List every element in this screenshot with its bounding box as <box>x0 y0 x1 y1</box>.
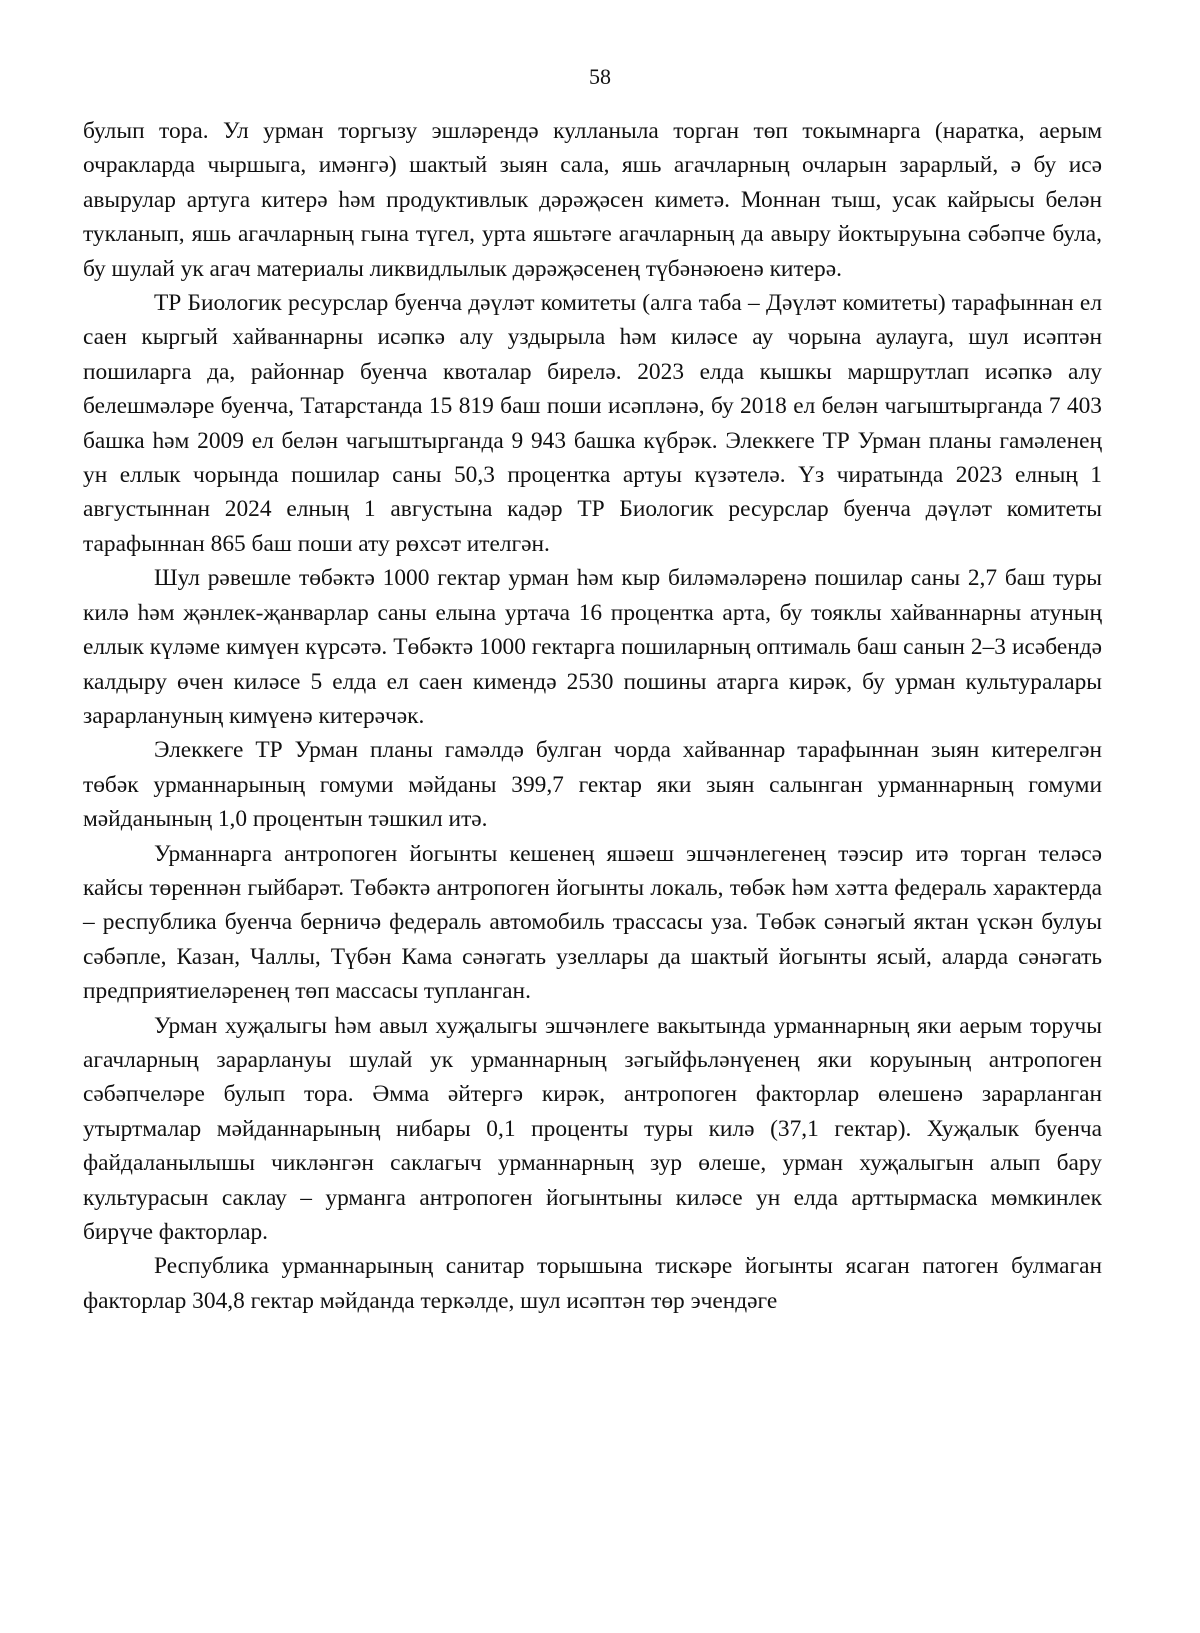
paragraph-forestry-activity: Урман хуҗалыгы һәм авыл хуҗалыгы эшчәнлеге вакытында урманнарның яки аерым торучы агачларның зарарлануы шулай ук урманнарның зәгыйфьләнүенең яки коруының антропоген сәбәпчеләре булып тора. Әмма әйтергә кирәк, антропоген факторлар өлешенә зарарланган утыртмалар мәйданнарының нибары 0,1 проценты туры килә (37,1 гектар). Хуҗалык буенча файдаланылышы чикләнгән саклагыч урманнарның зур өлеше, урман хуҗалыгын алып бару культурасын саклау – урманга антропоген йогынтыны киләсе ун елда арттырмаска мөмкинлек бирүче факторлар. <box>83 1012 1102 1245</box>
paragraph-continuation: булып тора. Ул урман торгызу эшләрендә кулланыла торган төп токымнарга (наратка, аерым очракларда чыршыга, имәнгә) шактый зыян сала, яшь агачларның очларын зарарлый, ә бу исә авырулар артуга китерә һәм продуктивлык дәрәҗәсен киметә. Моннан тыш, усак кайрысы белән тукланып, яшь агачларның гына түгел, урта яшьтәге агачларның да авыру йоктыруына сәбәпче була, бу шулай ук агач материалы ликвидлылык дәрәҗәсенең түбәнәюенә китерә. <box>83 118 1102 282</box>
document-body <box>83 114 1102 1318</box>
paragraph-animal-damage: Элеккеге ТР Урман планы гамәлдә булган чорда хайваннар тарафыннан зыян китерелгән төбәк урманнарының гомуми мәйданы 399,7 гектар яки зыян салынган урманнарның гомуми мәйданының 1,0 процентын тәшкил итә. <box>83 737 1102 833</box>
paragraph-anthropogenic-impact: Урманнарга антропоген йогынты кешенең яшәеш эшчәнлегенең тәэсир итә торган теләсә кайсы төреннән гыйбарәт. Төбәктә антропоген йогынты локаль, төбәк һәм хәтта федераль характерда – республика буенча берничә федераль автомобиль трассасы уза. Төбәк сәнәгый яктан үскән булуы сәбәпле, Казан, Чаллы, Түбән Кама сәнәгать узеллары да шактый йогынты ясый, аларда сәнәгать предприятиеләренең төп массасы тупланган. <box>83 840 1102 1005</box>
paragraph-sanitary-condition: Республика урманнарының санитар торышына тискәре йогынты ясаган патоген булмаган факторлар 304,8 гектар мәйданда теркәлде, шул исәптән төр эчендәге <box>83 1253 1102 1314</box>
page-number: 58 <box>589 64 611 89</box>
paragraph-moose-density: Шул рәвешле төбәктә 1000 гектар урман һәм кыр биләмәләренә пошилар саны 2,7 баш туры килә һәм җәнлек-җанварлар саны елына уртача 16 процентка арта, бу тояклы хайваннарны атуның еллык күләме кимүен күрсәтә. Төбәктә 1000 гектарга пошиларның оптималь баш санын 2–3 исәбендә калдыру өчен киләсе 5 елда ел саен кимендә 2530 пошины атарга кирәк, бу урман культуралары зарарлануның кимүенә китерәчәк. <box>83 565 1102 729</box>
paragraph-state-committee: ТР Биологик ресурслар буенча дәүләт комитеты (алга таба – Дәүләт комитеты) тарафыннан ел саен кыргый хайваннарны исәпкә алу уздырыла һәм киләсе ау чорына аулауга, шул исәптән пошиларга да, районнар буенча квоталар бирелә. 2023 елда кышкы маршрутлап исәпкә алу белешмәләре буенча, Татарстанда 15 819 баш поши исәпләнә, бу 2018 ел белән чагыштырганда 7 403 башка һәм 2009 ел белән чагыштырганда 9 943 башка күбрәк. Элеккеге ТР Урман планы гамәленең ун еллык чорында пошилар саны 50,3 процентка артуы күзәтелә. Үз чиратында 2023 елның 1 августыннан 2024 елның 1 августына кадәр ТР Биологик ресурслар буенча дәүләт комитеты тарафыннан 865 баш поши ату рөхсәт ителгән. <box>83 290 1102 557</box>
